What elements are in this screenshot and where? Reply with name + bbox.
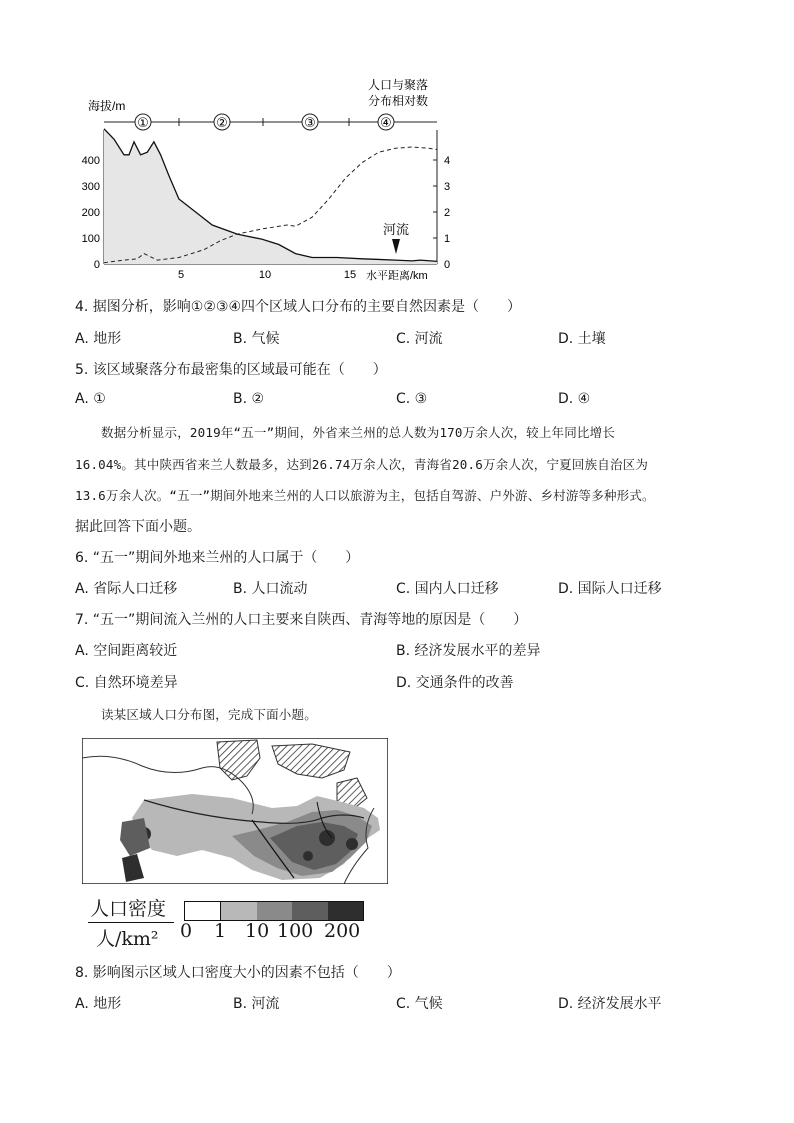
river-arrow-icon <box>392 239 400 254</box>
q6-option-a[interactable]: A. 省际人口迁移 <box>75 581 178 597</box>
y-left-tick: 200 <box>81 207 100 219</box>
river-label: 河流 <box>382 222 410 237</box>
y-left-tick: 100 <box>81 233 100 245</box>
map-intro: 读某区域人口分布图，完成下面小题。 <box>101 707 317 722</box>
legend-swatch-3 <box>292 902 327 920</box>
x-tick: 5 <box>177 269 185 281</box>
q5-option-d[interactable]: D. ④ <box>558 391 591 407</box>
legend-value-4: 200 <box>324 920 361 942</box>
question-4-stem: 4. 据图分析，影响①②③④四个区域人口分布的主要自然因素是（ ） <box>75 299 522 315</box>
q8-option-b[interactable]: B. 河流 <box>233 996 280 1012</box>
y-right-title-line1: 人口与聚落 <box>368 78 429 92</box>
legend-swatch-1 <box>221 902 256 920</box>
legend-swatch-4 <box>328 902 363 920</box>
river-marker <box>383 222 409 254</box>
map-density-200-cluster <box>303 851 313 861</box>
q4-option-a[interactable]: A. 地形 <box>75 331 122 347</box>
y-right-tick: 3 <box>444 181 451 193</box>
q6-option-c[interactable]: C. 国内人口迁移 <box>396 581 499 597</box>
q4-option-d[interactable]: D. 土壤 <box>558 331 606 347</box>
zone-4-label: ④ <box>380 115 392 130</box>
question-5-stem: 5. 该区域聚落分布最密集的区域最可能在（ ） <box>75 362 387 378</box>
passage-line-2: 16.04%。其中陕西省来兰人数最多，达到26.74万余人次，青海省20.6万余人次，宁夏回族自治区为 <box>75 457 649 472</box>
legend-value-1: 1 <box>214 920 227 942</box>
question-6-stem: 6. “五一”期间外地来兰州的人口属于（ ） <box>75 550 360 566</box>
q7-option-c[interactable]: C. 自然环境差异 <box>75 675 178 691</box>
q5-option-c[interactable]: C. ③ <box>396 391 428 407</box>
q7-option-a[interactable]: A. 空间距离较近 <box>75 643 178 659</box>
passage-line-1: 数据分析显示，2019年“五一”期间，外省来兰州的总人数为170万余人次，较上年同比增长 <box>101 425 616 440</box>
legend-title-bottom: 人/km² <box>96 928 159 950</box>
y-right-title-line2: 分布相对数 <box>368 94 429 108</box>
q7-option-d[interactable]: D. 交通条件的改善 <box>396 675 514 691</box>
profile-chart <box>80 72 460 288</box>
y-left-tick: 0 <box>93 259 100 271</box>
legend-swatch-0 <box>185 902 221 920</box>
question-8-stem: 8. 影响图示区域人口密度大小的因素不包括（ ） <box>75 965 401 981</box>
elevation-area <box>104 129 437 264</box>
y-right-tick: 0 <box>444 259 451 271</box>
q7-option-b[interactable]: B. 经济发展水平的差异 <box>396 643 541 659</box>
x-axis-title: 水平距离/km <box>366 270 428 282</box>
passage-line-3: 13.6万余人次。“五一”期间外地来兰州的人口以旅游为主，包括自驾游、户外游、乡村游等多种形式。 <box>75 488 655 503</box>
q8-option-c[interactable]: C. 气候 <box>396 996 443 1012</box>
y-left-title: 海拔/m <box>88 99 126 113</box>
map-density-200-cluster <box>346 838 358 850</box>
q4-option-c[interactable]: C. 河流 <box>396 331 443 347</box>
zone-3-label: ③ <box>304 115 316 130</box>
q4-option-b[interactable]: B. 气候 <box>233 331 280 347</box>
y-left-tick: 400 <box>81 155 100 167</box>
q8-option-d[interactable]: D. 经济发展水平 <box>558 996 662 1012</box>
legend-divider <box>88 922 174 923</box>
y-right-tick: 2 <box>444 207 451 219</box>
legend-color-scale <box>184 901 364 921</box>
q6-option-b[interactable]: B. 人口流动 <box>233 581 308 597</box>
legend-value-2: 10 <box>245 920 270 942</box>
legend-value-0: 0 <box>180 920 193 942</box>
map-legend <box>84 894 384 950</box>
passage-line-4: 据此回答下面小题。 <box>75 519 201 535</box>
legend-value-3: 100 <box>277 920 314 942</box>
q5-option-b[interactable]: B. ② <box>233 391 265 407</box>
y-right-tick: 4 <box>444 155 451 167</box>
y-right-tick: 1 <box>444 233 451 245</box>
question-7-stem: 7. “五一”期间流入兰州的人口主要来自陕西、青海等地的原因是（ ） <box>75 612 528 628</box>
population-density-map <box>82 738 388 884</box>
zone-2-label: ② <box>216 115 228 130</box>
q8-option-a[interactable]: A. 地形 <box>75 996 122 1012</box>
x-tick: 10 <box>258 269 272 281</box>
legend-title-top: 人口密度 <box>90 898 167 920</box>
zone-1-label: ① <box>137 115 149 130</box>
legend-swatch-2 <box>257 902 292 920</box>
zone-strip <box>104 114 437 130</box>
q5-option-a[interactable]: A. ① <box>75 391 106 407</box>
q6-option-d[interactable]: D. 国际人口迁移 <box>558 581 662 597</box>
x-tick: 15 <box>343 269 357 281</box>
y-left-tick: 300 <box>81 181 100 193</box>
y-right-ticks <box>433 155 450 271</box>
